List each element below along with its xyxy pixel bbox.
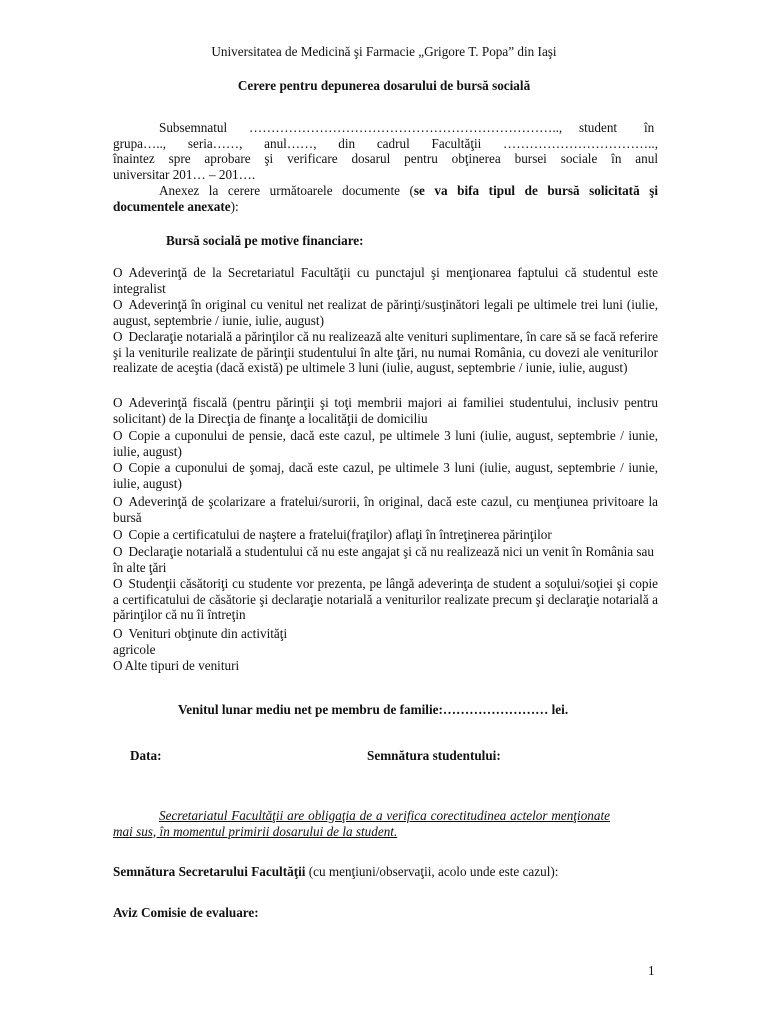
option-checkbox-icon[interactable]: O <box>113 297 123 312</box>
student-signature-label: Semnătura studentului: <box>367 748 501 763</box>
option-item-11[interactable]: O Venituri obţinute din activităţi agricole <box>113 626 288 657</box>
option-item-9[interactable]: O Declaraţie notarială a studentului că nu este angajat şi că nu realizează nici un venit în România sau în alte ţări <box>113 544 654 575</box>
option-checkbox-icon[interactable]: O <box>113 329 123 344</box>
intro-line-2: grupa….., seria……, anul……, din cadrul Facultăţii …………………………….., <box>113 136 658 151</box>
committee-label: Aviz Comisie de evaluare: <box>113 905 259 920</box>
option-item-8[interactable]: O Copie a certificatului de naştere a fratelui(fraţilor) aflaţi în întreţinerea părinţilor <box>113 527 552 542</box>
option-item-3[interactable]: O Declaraţie notarială a părinţilor că nu realizează alte venituri suplimentare, în care să se facă referire şi la veniturile realizate de părinţii studentului în alte ţări, nu numai România, cu dovezi ale veniturilor realizate de aceştia (dacă există) pe ultimele 3 luni (iulie, august, septembrie / iunie, iulie, august) <box>113 329 658 376</box>
intro-line-6: documentele anexate): <box>113 199 239 214</box>
date-label: Data: <box>130 748 162 763</box>
intro-line-5: Anexez la cerere următoarele documente (se va bifa tipul de bursă solicitată şi <box>159 183 658 198</box>
section-heading: Bursă socială pe motive financiare: <box>166 233 364 248</box>
option-item-10[interactable]: O Studenţii căsătoriţi cu studente vor prezenta, pe lângă adeverinţa de student a soţului/soţiei şi copie a certificatului de căsătorie şi declaraţie notarială a veniturilor realizate precum şi declaraţie notarială a părinţilor că nu îi întreţin <box>113 576 658 623</box>
income-line: Venitul lunar mediu net pe membru de familie:…………………… lei. <box>178 702 569 717</box>
option-item-5[interactable]: O Copie a cuponului de pensie, dacă este cazul, pe ultimele 3 luni (iulie, august, septembrie / iunie, iulie, august) <box>113 428 658 459</box>
intro-line-3: înaintez spre aprobare şi verificare dosarul pentru obţinerea bursei sociale în anul <box>113 151 658 166</box>
intro-name-blank: …………………………………………………………….., <box>249 120 563 135</box>
secretariat-note: Secretariatul Facultăţii are obligaţia de a verifica corectitudinea actelor menţionate mai sus, în momentul primirii dosarului de la student. <box>113 808 610 839</box>
secretary-signature-line: Semnătura Secretarului Facultăţii (cu menţiuni/observaţii, acolo unde este cazul): <box>113 864 559 879</box>
intro-student-word: student <box>579 120 618 135</box>
document-title: Cerere pentru depunerea dosarului de bursă socială <box>237 78 531 93</box>
option-item-6[interactable]: O Copie a cuponului de şomaj, dacă este cazul, pe ultimele 3 luni (iulie, august, septembrie / iunie, iulie, august) <box>113 460 658 491</box>
option-item-12[interactable]: O Alte tipuri de venituri <box>113 658 240 673</box>
option-checkbox-icon[interactable]: O <box>113 494 123 509</box>
option-checkbox-icon[interactable]: O <box>113 460 123 475</box>
option-checkbox-icon[interactable]: O <box>113 544 123 559</box>
option-checkbox-icon[interactable]: O <box>113 527 123 542</box>
option-checkbox-icon[interactable]: O <box>113 428 123 443</box>
intro-subsemnatul: Subsemnatul <box>159 120 228 135</box>
option-item-2[interactable]: O Adeverinţă în original cu venitul net realizat de părinţi/susţinători legali pe ultimele trei luni (iulie, august, septembrie / iunie, iulie, august) <box>113 297 658 328</box>
option-checkbox-icon[interactable]: O <box>113 265 123 280</box>
option-item-7[interactable]: O Adeverinţă de şcolarizare a fratelui/surorii, în original, dacă este cazul, cu menţiunea privitoare la bursă <box>113 494 658 525</box>
intro-line-4: universitar 201… – 201…. <box>113 167 256 182</box>
option-item-1[interactable]: O Adeverinţă de la Secretariatul Facultăţii cu punctajul şi menţionarea faptului că studentul este integralist <box>113 265 658 296</box>
intro-in-word: în <box>644 120 655 135</box>
university-name: Universitatea de Medicină şi Farmacie „Grigore T. Popa” din Iaşi <box>211 44 557 59</box>
option-checkbox-icon[interactable]: O <box>113 658 123 673</box>
option-checkbox-icon[interactable]: O <box>113 626 123 641</box>
option-checkbox-icon[interactable]: O <box>113 576 123 591</box>
option-checkbox-icon[interactable]: O <box>113 395 123 410</box>
option-item-4[interactable]: O Adeverinţă fiscală (pentru părinţii şi toţi membrii majori ai familiei studentului, inclusiv pentru solicitant) de la Direcţia de finanţe a localităţii de domiciliu <box>113 395 658 426</box>
page-number: 1 <box>648 963 655 978</box>
